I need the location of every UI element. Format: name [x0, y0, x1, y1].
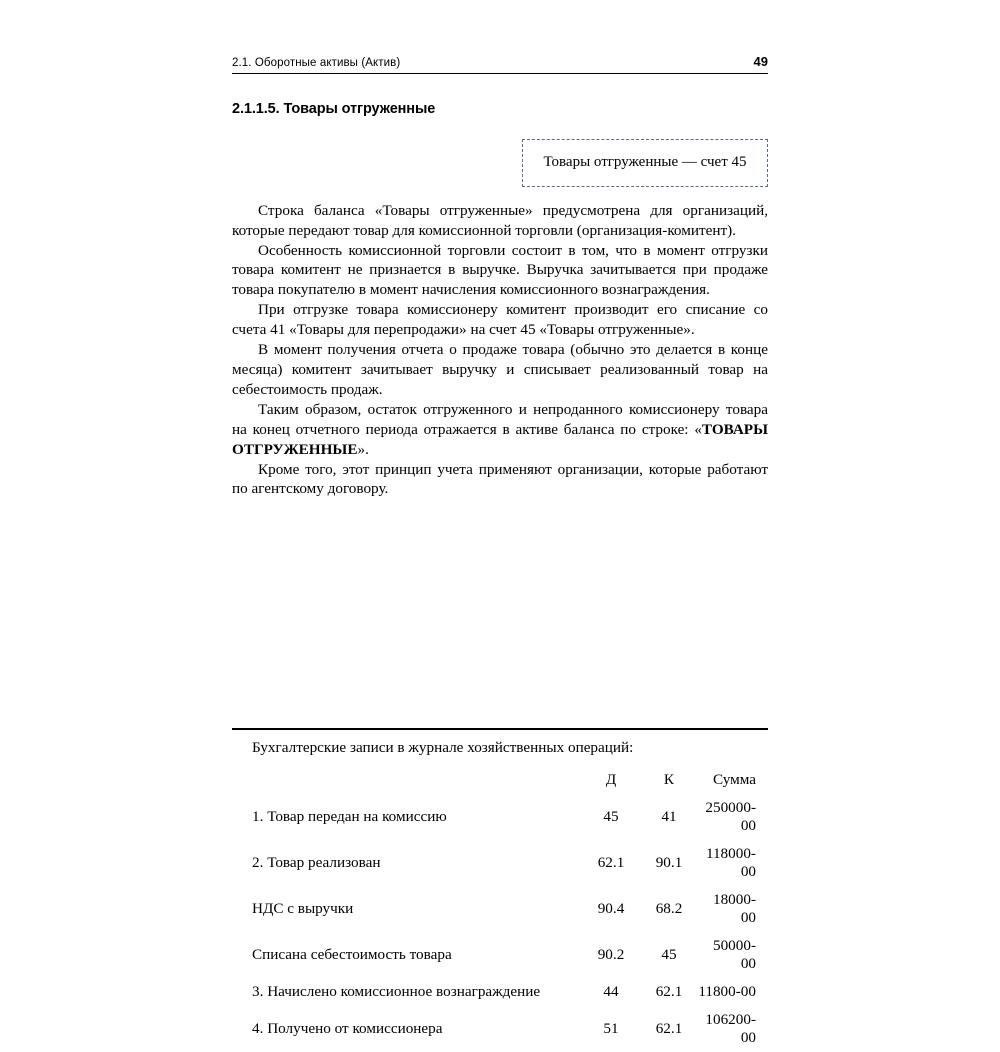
cell-credit: 62.1 [655, 983, 683, 1000]
body-text [232, 201, 768, 500]
cell-credit: 45 [661, 946, 677, 963]
cell-debit: 45 [603, 808, 619, 825]
cell-description: 3. Начислено комиссионное вознаграждение [252, 983, 541, 1000]
cell-credit: 68.2 [655, 900, 683, 917]
column-header-sum: Сумма [712, 771, 756, 788]
cell-debit: 51 [603, 1020, 619, 1037]
table-row [232, 932, 768, 978]
cell-description: 4. Получено от комиссионера [252, 1020, 443, 1037]
paragraph: В момент получения отчета о продаже товара (обычно это делается в конце месяца) комитент зачитывает выручку и списывает реализованный товар на себестоимость продаж. [232, 341, 768, 398]
paragraph: Кроме того, этот принцип учета применяют организации, которые работают по агентскому договору. [232, 460, 768, 498]
ledger-block [232, 728, 768, 1052]
callout-container [232, 139, 768, 187]
cell-debit: 44 [603, 983, 619, 1000]
cell-debit: 62.1 [597, 854, 625, 871]
page-number: 49 [753, 54, 768, 69]
cell-sum: 106200-00 [705, 1011, 756, 1046]
cell-credit: 41 [661, 808, 677, 825]
cell-sum: 18000-00 [712, 891, 756, 926]
cell-description: Списана себестоимость товара [252, 946, 452, 963]
ledger-table [232, 766, 768, 1052]
section-heading: 2.1.1.5. Товары отгруженные [232, 101, 436, 117]
table-row [232, 978, 768, 1006]
paragraph: Особенность комиссионной торговли состоит в том, что в момент отгрузки товара комитент не признается в выручке. Выручка зачитывается при продаже товара покупателю в момент начисления комиссионного вознаграждения. [232, 241, 768, 299]
table-row [232, 794, 768, 840]
page-content [232, 54, 768, 499]
paragraph-tail: ». [357, 440, 369, 458]
cell-credit: 62.1 [655, 1020, 683, 1037]
cell-description: 2. Товар реализован [252, 854, 381, 871]
cell-description: НДС с выручки [252, 900, 354, 917]
cell-sum: 11800-00 [698, 983, 756, 1000]
table-row [232, 840, 768, 886]
table-row [232, 1006, 768, 1052]
paragraph-bold-term: ТОВАРЫ ОТГРУЖЕННЫЕ [232, 420, 768, 458]
callout-box: Товары отгруженные — счет 45 [522, 139, 768, 187]
paragraph: Строка баланса «Товары отгруженные» предусмотрена для организаций, которые передают товар для комиссионной торговли (организация-комитент). [232, 201, 768, 239]
paragraph-lead: Таким образом, остаток отгруженного и непроданного комиссионеру товара на конец отчетного периода отражается в активе баланса по строке: « [232, 400, 768, 438]
column-header-credit: К [663, 771, 675, 788]
cell-debit: 90.4 [597, 900, 625, 917]
cell-sum: 118000-00 [705, 845, 756, 880]
paragraph-with-emphasis [232, 400, 768, 460]
running-head [232, 54, 768, 74]
table-row [232, 886, 768, 932]
column-header-description [232, 766, 582, 794]
cell-sum: 50000-00 [712, 937, 756, 972]
table-header-row [232, 766, 768, 794]
cell-debit: 90.2 [597, 946, 625, 963]
cell-description: 1. Товар передан на комиссию [252, 808, 447, 825]
cell-credit: 90.1 [655, 854, 683, 871]
column-header-debit: Д [605, 771, 617, 788]
table-caption: Бухгалтерские записи в журнале хозяйственных операций: [252, 739, 634, 756]
paragraph: При отгрузке товара комиссионеру комитент производит его списание со счета 41 «Товары для перепродажи» на счет 45 «Товары отгруженные». [232, 301, 768, 339]
horizontal-rule [232, 728, 768, 730]
running-head-title: 2.1. Оборотные активы (Актив) [232, 57, 401, 69]
cell-sum: 250000-00 [705, 799, 756, 834]
